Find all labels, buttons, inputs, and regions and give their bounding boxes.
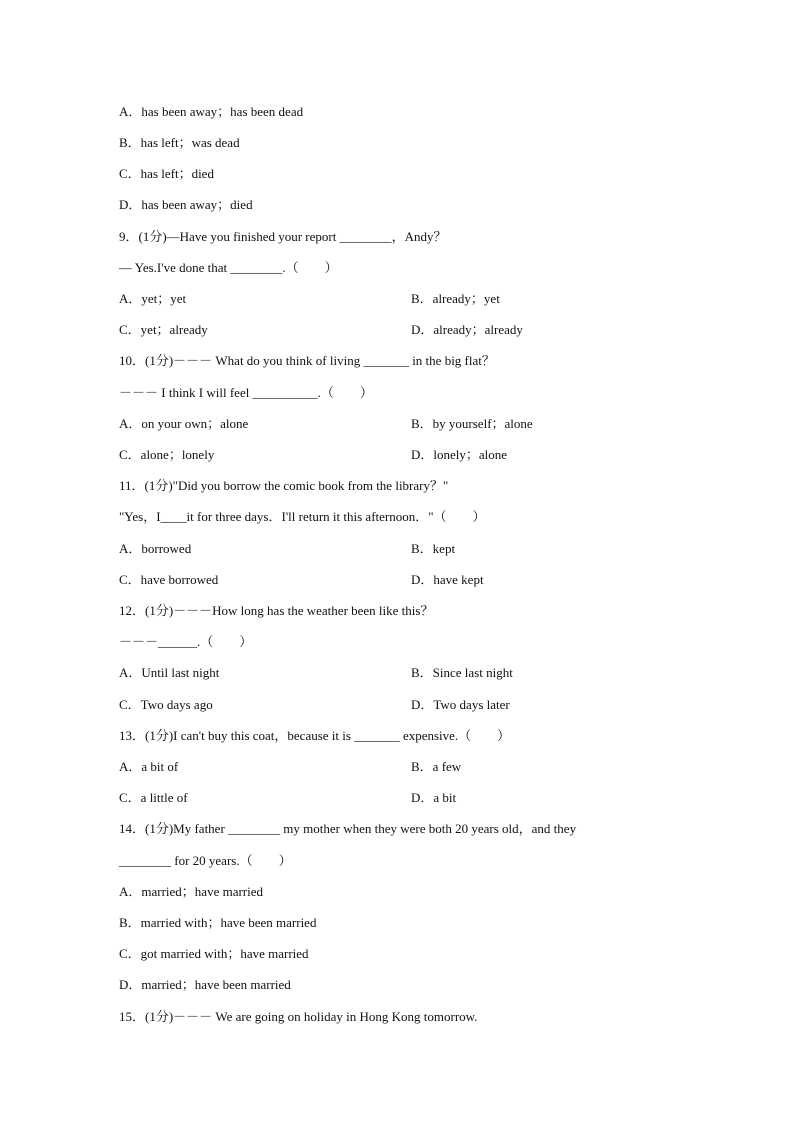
q13-option-d: D．a bit [411, 790, 457, 805]
q12-stem: 12．(1分)－－－How long has the weather been like this？ [119, 603, 434, 618]
q11-line2: "Yes，I____it for three days．I'll return it this afternoon．"（ ） [119, 509, 486, 524]
q9-stem: 9．(1分)—Have you finished your report ________，Andy？ [119, 229, 447, 244]
q11-option-a: A．borrowed [119, 541, 192, 556]
q8-option-c: C．has left；died [119, 166, 214, 181]
q9-option-d: D．already；already [411, 322, 523, 337]
q11-option-d: D．have kept [411, 572, 484, 587]
q10-option-c: C．alone；lonely [119, 447, 215, 462]
q14-stem: 14．(1分)My father ________ my mother when they were both 20 years old，and they [119, 821, 577, 836]
q8-option-a: A．has been away；has been dead [119, 104, 304, 119]
q13-option-b: B．a few [411, 759, 462, 774]
q14-line2: ________ for 20 years.（ ） [119, 853, 292, 868]
q11-stem: 11．(1分)"Did you borrow the comic book from the library？" [119, 478, 449, 493]
q13-stem: 13．(1分)I can't buy this coat，because it is _______ expensive.（ ） [119, 728, 511, 743]
q8-option-b: B．has left；was dead [119, 135, 240, 150]
q14-option-d: D．married；have been married [119, 977, 291, 992]
q14-option-a: A．married；have married [119, 884, 264, 899]
q10-option-d: D．lonely；alone [411, 447, 508, 462]
q15-stem: 15．(1分)－－－ We are going on holiday in Hong Kong tomorrow. [119, 1009, 478, 1024]
q12-line2: －－－______.（ ） [119, 634, 253, 649]
q11-option-b: B．kept [411, 541, 456, 556]
q11-option-c: C．have borrowed [119, 572, 219, 587]
q12-option-b: B．Since last night [411, 665, 513, 680]
q14-option-c: C．got married with；have married [119, 946, 309, 961]
q13-option-a: A．a bit of [119, 759, 179, 774]
q8-option-d: D．has been away；died [119, 197, 253, 212]
q10-line2: －－－ I think I will feel __________.（ ） [119, 385, 373, 400]
q13-option-c: C．a little of [119, 790, 188, 805]
q9-option-b: B．already；yet [411, 291, 500, 306]
q10-option-b: B．by yourself；alone [411, 416, 533, 431]
q9-option-c: C．yet；already [119, 322, 208, 337]
q14-option-b: B．married with；have been married [119, 915, 317, 930]
q10-stem: 10．(1分)－－－ What do you think of living _______ in the big flat？ [119, 353, 495, 368]
q9-line2: — Yes.I've done that ________.（ ） [119, 260, 338, 275]
q12-option-d: D．Two days later [411, 697, 510, 712]
q10-option-a: A．on your own；alone [119, 416, 249, 431]
q12-option-a: A．Until last night [119, 665, 220, 680]
q9-option-a: A．yet；yet [119, 291, 187, 306]
q12-option-c: C．Two days ago [119, 697, 213, 712]
